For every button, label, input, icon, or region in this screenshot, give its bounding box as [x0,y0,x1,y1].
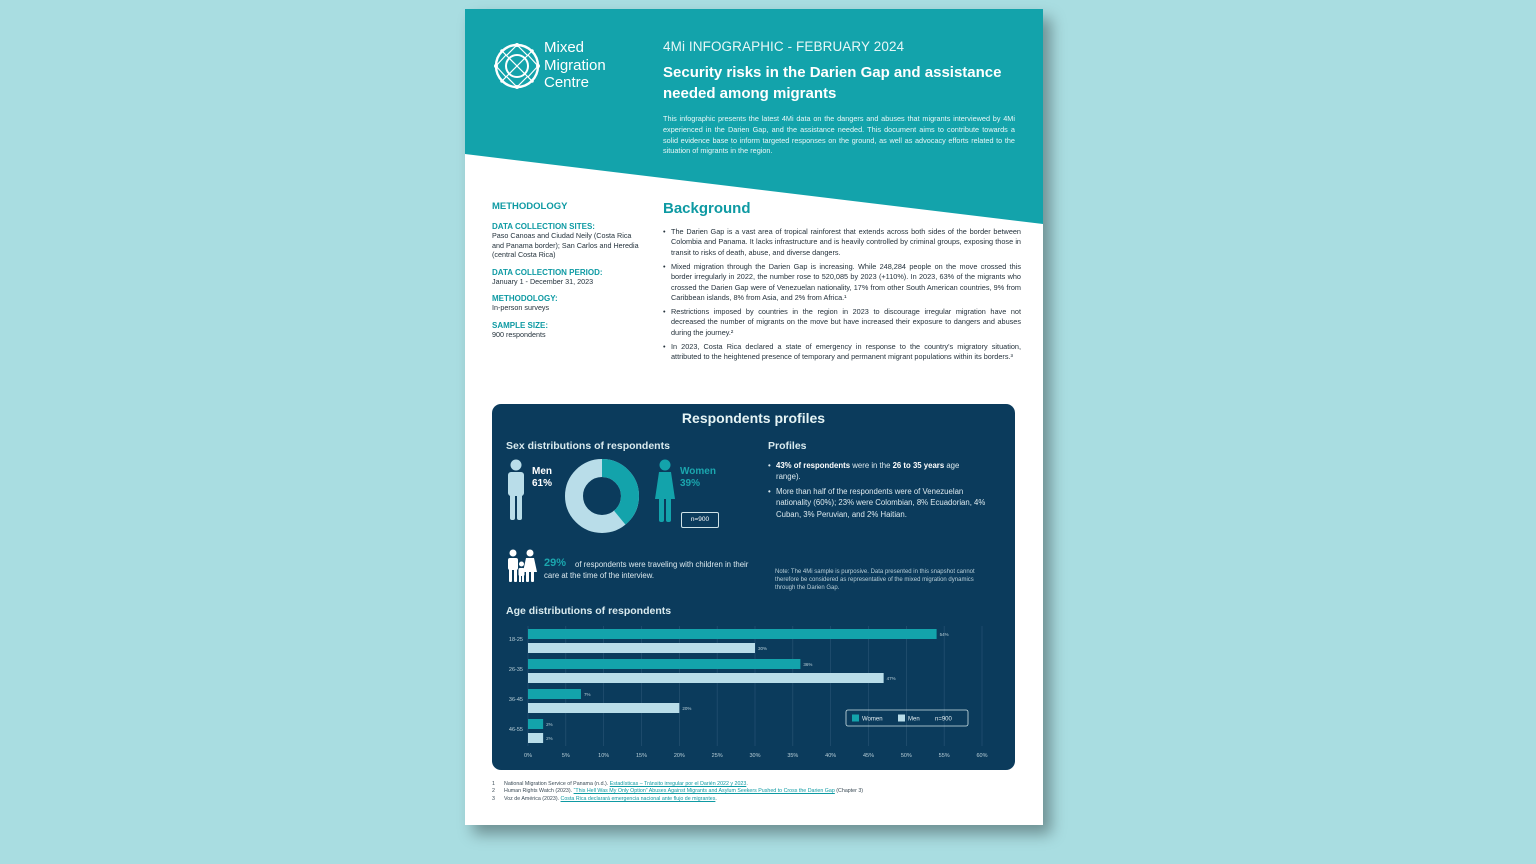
bar-value-label: 54% [939,632,949,637]
document-title: Security risks in the Darien Gap and assistance needed among migrants [663,64,1002,102]
x-tick-label: 20% [673,753,685,759]
document-page [465,9,1043,825]
men-percentage: 61% [532,478,553,489]
bar-men [528,733,543,743]
x-tick-label: 45% [862,753,875,759]
women-percentage: 39% [680,478,701,489]
bar-women [528,719,543,729]
x-tick-label: 15% [635,753,648,759]
profiles-list [768,460,986,523]
x-tick-label: 10% [598,753,610,759]
bar-women [528,689,581,699]
bar-women [528,659,800,669]
woman-figure-icon [654,459,676,523]
footnote-text: National Migration Service of Panama (n.d.). [504,781,610,787]
background-title: Background [663,200,751,217]
footnote-link[interactable]: “This Hell Was My Only Option” Abuses Against Migrants and Asylum Seekers Pushed to Cross the Darien Gap [573,788,835,795]
period-value: January 1 - December 31, 2023 [492,276,594,286]
panel-title: Respondents profiles [681,410,826,426]
sex-distribution-title: Sex distributions of respondents [506,440,670,452]
profile1-mid: were in the [850,461,893,470]
women-label-text: Women [680,466,716,477]
logo-line-migration: Migration [544,56,606,74]
background-item: • The Darien Gap is a vast area of tropical rainforest that extends across both sides of the border between Colombia and Panama. It lacks infrastructure and is heavily controlled by criminal groups, exposing those in transit to risks of death, abuse, and diverse dangers. [671,227,1021,258]
men-label [532,466,552,490]
legend-swatch-men [898,715,905,722]
infographic-kicker: 4Mi INFOGRAPHIC - FEBRUARY 2024 [663,39,905,54]
footnote-3 [492,796,1012,803]
profile-item-nationality: • More than half of the respondents were of Venezuelan nationality (60%); 23% were Colombian, 8% Ecuadorian, 4% Cuban, 3% Peruvian, and 2% Haitian. [776,486,986,520]
y-category-label: 18-25 [508,637,523,643]
footnotes [492,781,1012,803]
footnote-text: Voz de América (2023). [504,795,561,802]
bar-value-label: 36% [803,662,813,667]
x-tick-label: 40% [825,753,837,759]
bar-value-label: 47% [886,676,896,681]
bar-men [528,643,755,653]
sites-label: DATA COLLECTION SITES: [492,222,595,231]
background-list [663,227,1021,366]
y-category-label: 46-55 [508,727,523,733]
methodology-heading: METHODOLOGY [492,201,568,212]
sample-value: 900 respondents [492,329,546,339]
legend-label-men: Men [908,716,920,723]
logo-wordmark [544,39,606,92]
x-tick-label: 35% [787,753,799,759]
x-tick-label: 30% [749,753,761,759]
sample-size-badge: n=900 [681,512,719,528]
x-tick-label: 25% [711,753,723,759]
x-tick-label: 50% [900,753,912,759]
bar-value-label: 7% [583,692,591,697]
intro-paragraph: This infographic presents the latest 4Mi data on the dangers and abuses that migrants interviewed by 4Mi experienced in the Darien Gap, and the assistance needed. This document aims to contribute towards a solid evidence base to inform targeted responses on the ground, as well as advocacy efforts related to the situation of migrants in the region. [663,114,1015,156]
children-stat-text: of respondents were traveling with children in their care at the time of the interview. [544,560,749,581]
y-category-label: 26-35 [508,667,523,673]
logo-line-mixed: Mixed [544,39,585,56]
profile1-end: age range). [776,461,960,482]
women-label [680,466,716,490]
background-item: • Restrictions imposed by countries in the region in 2023 to discourage irregular migration have not decreased the number of migrants on the move but have increased their exposure to dangers and abuses during the journey.² [671,307,1021,338]
bar-women [528,629,937,639]
profile1-bold2: 26 to 35 years [892,461,945,470]
age-distribution-chart [492,624,1015,770]
x-tick-label: 5% [561,753,570,759]
men-label-text: Men [532,466,552,477]
footnote-number: 1 [492,781,495,787]
footnote-number: 3 [492,795,495,802]
sample-label: SAMPLE SIZE: [492,320,549,330]
footnote-number: 2 [492,788,495,795]
x-tick-label: 0% [524,753,532,759]
footnote-text: Human Rights Watch (2023). [504,788,574,795]
profile-item-age [776,460,986,483]
method-value: In-person surveys [492,303,550,313]
footnote-suffix: . [746,781,748,787]
bar-value-label: 30% [758,646,768,651]
legend-swatch-women [852,715,859,722]
x-tick-label: 60% [976,753,988,759]
sex-donut-chart [564,458,640,534]
family-icon [505,549,539,583]
sample-note: Note: The 4Mi sample is purposive. Data presented in this snapshot cannot therefore be considered as representative of the mixed migration dynamics through the Darien Gap. [775,569,975,591]
methodology-column [492,201,640,340]
mmc-logo [492,39,627,95]
bar-value-label: 2% [546,736,553,741]
x-tick-label: 55% [938,753,950,759]
legend-label-women: Women [862,716,883,723]
profiles-title: Profiles [768,440,807,452]
footnote-suffix: (Chapter 3) [834,788,864,795]
age-distribution-title: Age distributions of respondents [506,605,672,617]
logo-line-centre: Centre [544,74,590,91]
footnote-suffix: . [715,795,717,802]
man-figure-icon [506,459,526,521]
background-item: • In 2023, Costa Rica declared a state of emergency in response to the country's migratory situation, attributed to the heightened presence of temporary and permanent migrant populations within its borders.³ [671,342,1021,363]
children-stat-percentage: 29% [544,557,567,569]
legend-sample-size: n=900 [935,716,952,723]
background-item: • Mixed migration through the Darien Gap is increasing. While 248,284 people on the move crossed this border irregularly in 2022, the number rose to 520,085 by 2023 (+110%). In 2023, 63% of the migrants who crossed the Darien Gap were of Venezuelan nationality, 17% from other South American countries, 9% from Caribbean islands, 8% from Asia, and 2% from Africa.¹ [671,262,1021,304]
respondents-profiles-panel [492,404,1015,770]
bar-men [528,673,884,683]
bar-value-label: 20% [682,706,692,711]
footnote-link[interactable]: Estadísticas – Tránsito irregular por el Darién 2022 y 2023 [609,781,747,787]
bar-value-label: 2% [546,722,553,727]
sites-value: Paso Canoas and Ciudad Neily (Costa Rica and Panama border); San Carlos and Heredia (central Costa Rica) [492,231,639,260]
bar-men [528,703,679,713]
footnote-link[interactable]: Costa Rica declarará emergencia nacional ante flujo de migrantes [560,795,716,802]
footnote-1 [492,781,1012,788]
globe-logo-icon [492,41,542,91]
y-category-label: 36-45 [508,697,523,703]
period-label: DATA COLLECTION PERIOD: [492,267,603,277]
footnote-2 [492,788,1012,795]
profile1-bold: 43% of respondents [776,461,851,470]
method-label: METHODOLOGY: [492,294,558,304]
